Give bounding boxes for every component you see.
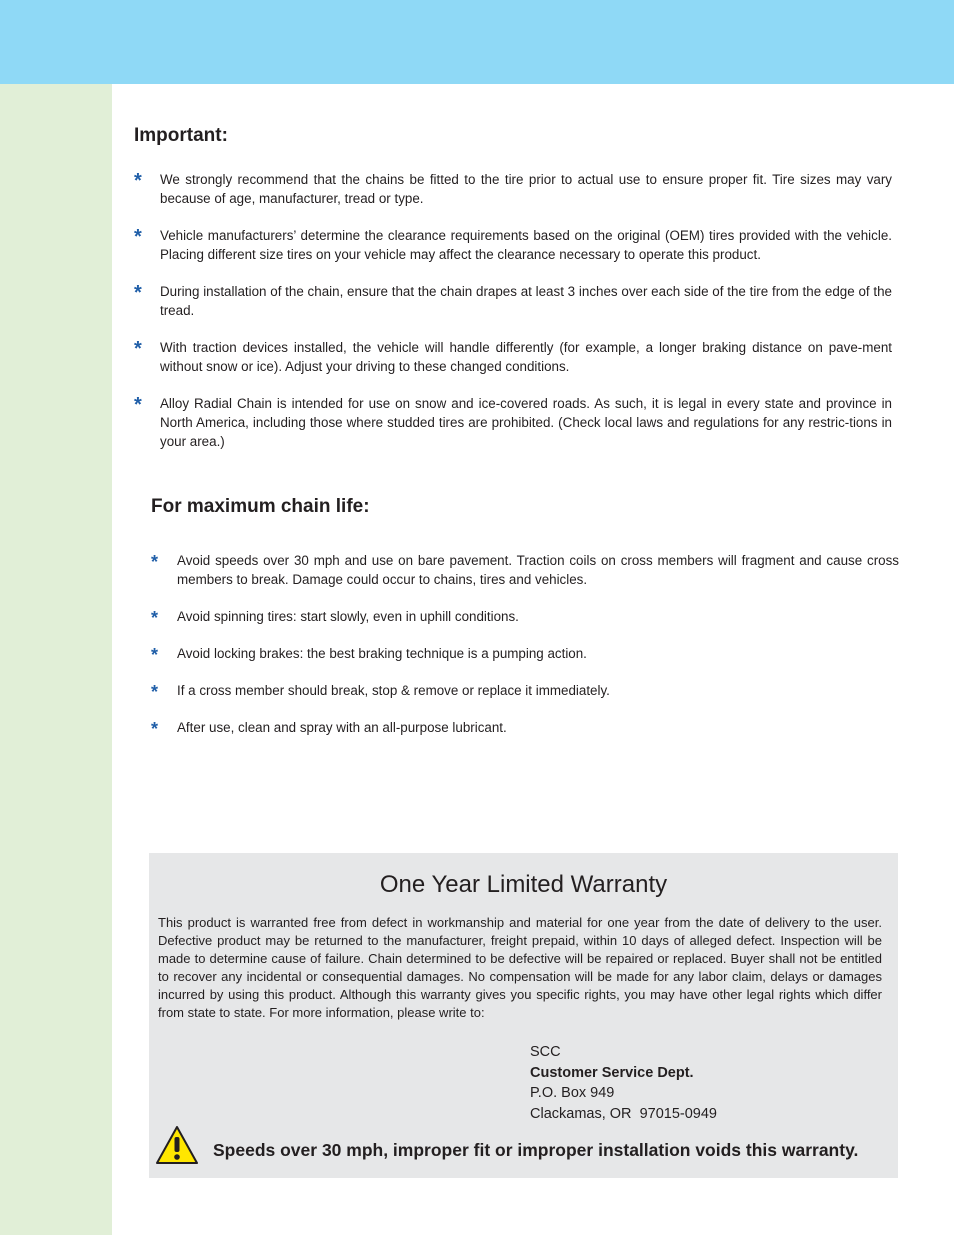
asterisk-icon: *	[151, 682, 159, 702]
important-item-text: Vehicle manufacturers’ determine the clearance requirements based on the original (OEM) tires provided with the vehicle. Placing different size tires on your vehicle may affect the clearance necessary to operate this product.	[160, 228, 892, 262]
asterisk-icon: *	[151, 645, 159, 665]
important-item-text: We strongly recommend that the chains be fitted to the tire prior to actual use to ensure proper fit. Tire sizes may vary because of age, manufacturer, tread or type.	[160, 172, 892, 206]
chain-life-item-text: If a cross member should break, stop & remove or replace it immediately.	[177, 683, 610, 698]
chain-life-item-text: Avoid speeds over 30 mph and use on bare pavement. Traction coils on cross members will fragment and cause cross members to break. Damage could occur to chains, tires and vehicles.	[177, 553, 899, 587]
address-department: Customer Service Dept.	[530, 1064, 694, 1081]
chain-life-item	[151, 644, 899, 663]
address-po-box: P.O. Box 949	[530, 1085, 615, 1101]
important-heading: Important:	[134, 125, 228, 146]
warranty-box	[149, 853, 898, 1178]
asterisk-icon: *	[134, 338, 142, 360]
important-item	[134, 338, 892, 376]
address-company: SCC	[530, 1044, 561, 1060]
chain-life-item-text: Avoid locking brakes: the best braking technique is a pumping action.	[177, 646, 587, 661]
important-item-text: Alloy Radial Chain is intended for use on snow and ice-covered roads. As such, it is legal in every state and province in North America, including those where studded tires are prohibited. (Check local laws and regulations for any restric-tions in your area.)	[160, 396, 892, 449]
side-band	[0, 84, 112, 1235]
important-item	[134, 170, 892, 208]
important-item-text: During installation of the chain, ensure that the chain drapes at least 3 inches over each side of the tire from the edge of the tread.	[160, 284, 892, 318]
chain-life-item-text: Avoid spinning tires: start slowly, even in uphill conditions.	[177, 609, 519, 624]
header-band	[0, 0, 954, 84]
important-item	[134, 226, 892, 264]
important-item	[134, 394, 892, 451]
asterisk-icon: *	[134, 170, 142, 192]
address-city: Clackamas, OR 97015-0949	[530, 1105, 717, 1122]
asterisk-icon: *	[151, 608, 159, 628]
chain-life-item	[151, 681, 899, 700]
warranty-warning: Speeds over 30 mph, improper fit or improper installation voids this warranty.	[213, 1140, 859, 1160]
warranty-title: One Year Limited Warranty	[379, 871, 668, 898]
warranty-body: This product is warranted free from defect in workmanship and material for one year from the date of delivery to the user. Defective product may be returned to the manufacturer, freight prepaid, within 10 days of alleged defect. Inspection will be made to determine cause of failure. Chain determined to be defective will be repaired or replaced. Buyer shall not be entitled to recover any incidental or consequential damages. No compensation will be made for any labor claim, delays or damages incurred by using this product. Although this warranty gives you specific rights, you may have other legal rights which differ from state to state. For more information, please write to:	[158, 915, 882, 1020]
chain-life-heading: For maximum chain life:	[151, 496, 370, 517]
important-list	[134, 170, 892, 469]
chain-life-list	[151, 551, 899, 755]
asterisk-icon: *	[134, 282, 142, 304]
asterisk-icon: *	[151, 719, 159, 739]
asterisk-icon: *	[134, 394, 142, 416]
important-item-text: With traction devices installed, the vehicle will handle differently (for example, a longer braking distance on pave-ment without snow or ice). Adjust your driving to these changed conditions.	[160, 340, 892, 374]
mailing-address	[530, 1042, 717, 1124]
warning-icon	[155, 1125, 199, 1165]
chain-life-item	[151, 718, 899, 737]
chain-life-item-text: After use, clean and spray with an all-purpose lubricant.	[177, 720, 507, 735]
chain-life-item	[151, 607, 899, 626]
asterisk-icon: *	[134, 226, 142, 248]
chain-life-item	[151, 551, 899, 589]
asterisk-icon: *	[151, 552, 159, 572]
important-item	[134, 282, 892, 320]
